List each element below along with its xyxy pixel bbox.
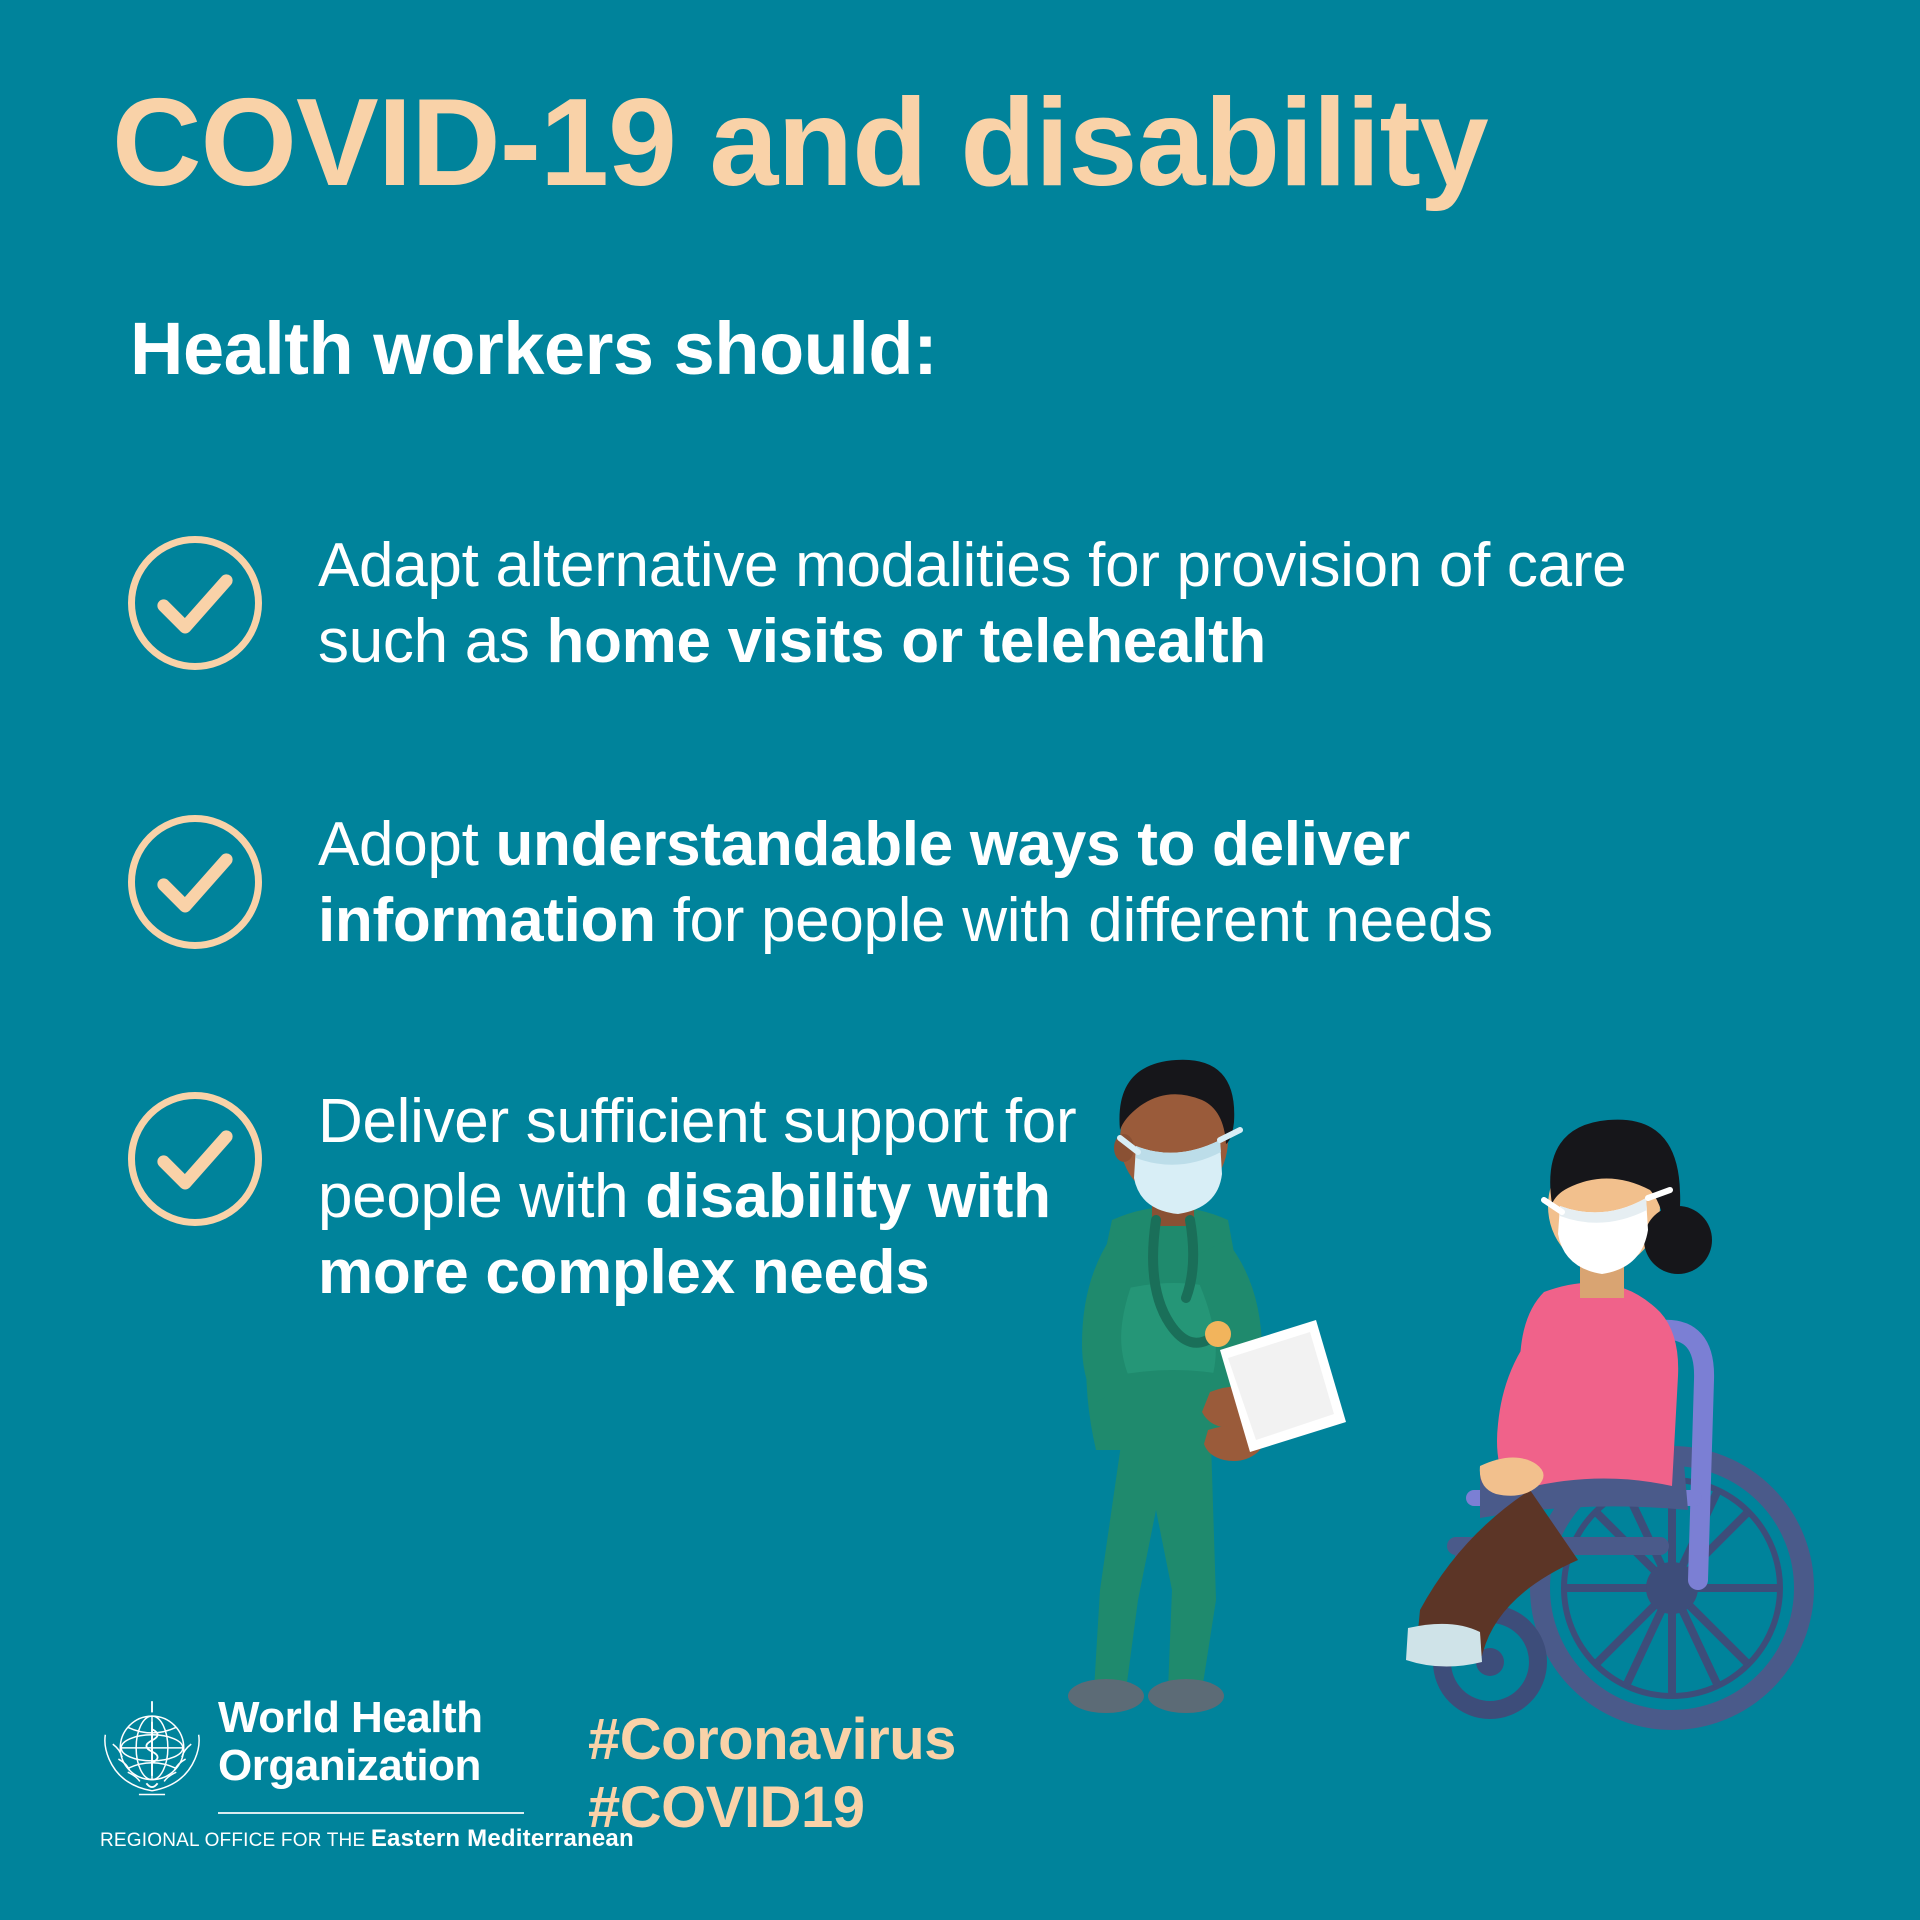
check-circle-icon <box>128 1084 274 1226</box>
hashtag-covid19: #COVID19 <box>588 1775 865 1841</box>
health-worker-figure <box>1068 1060 1346 1713</box>
list-item-text <box>274 807 1628 958</box>
hashtags <box>588 1706 956 1843</box>
check-circle-icon <box>128 528 274 670</box>
check-circle-icon <box>128 807 274 949</box>
subheading: Health workers should: <box>130 307 938 390</box>
who-organization-name <box>218 1694 483 1789</box>
wheelchair-user-figure <box>1406 1120 1804 1720</box>
who-regional-office <box>100 1825 634 1853</box>
who-organization-line-1: World Health <box>218 1693 483 1742</box>
list-item-text <box>274 528 1628 679</box>
list-item-text-plain: Deliver sufficient support for people with <box>318 1086 1077 1232</box>
list-item <box>128 807 1628 958</box>
who-organization-line-2: Organization <box>218 1740 481 1790</box>
page-title: COVID-19 and disability <box>112 74 1488 212</box>
who-regional-prefix: REGIONAL OFFICE FOR THE <box>100 1830 366 1851</box>
health-worker-and-wheelchair-user-illustration <box>1060 990 1890 1780</box>
list-item-text-plain-2: for people with different needs <box>655 885 1493 955</box>
list-item <box>128 528 1628 679</box>
who-logo-divider <box>218 1812 524 1814</box>
list-item-text-plain: Adopt <box>318 810 496 880</box>
list-item-text-bold: home visits or telehealth <box>546 606 1266 676</box>
who-regional-office-name: Eastern Mediterranean <box>370 1825 634 1852</box>
list-item-text-bold: disability with more complex needs <box>318 1162 1051 1307</box>
list-item-text-bold: understandable ways to deliver information <box>318 810 1410 955</box>
list-item-text <box>274 1084 1078 1311</box>
list-item-text-plain: Adapt alternative modalities for provision of care such as <box>318 531 1627 676</box>
hashtag-coronavirus: #Coronavirus <box>588 1707 956 1772</box>
